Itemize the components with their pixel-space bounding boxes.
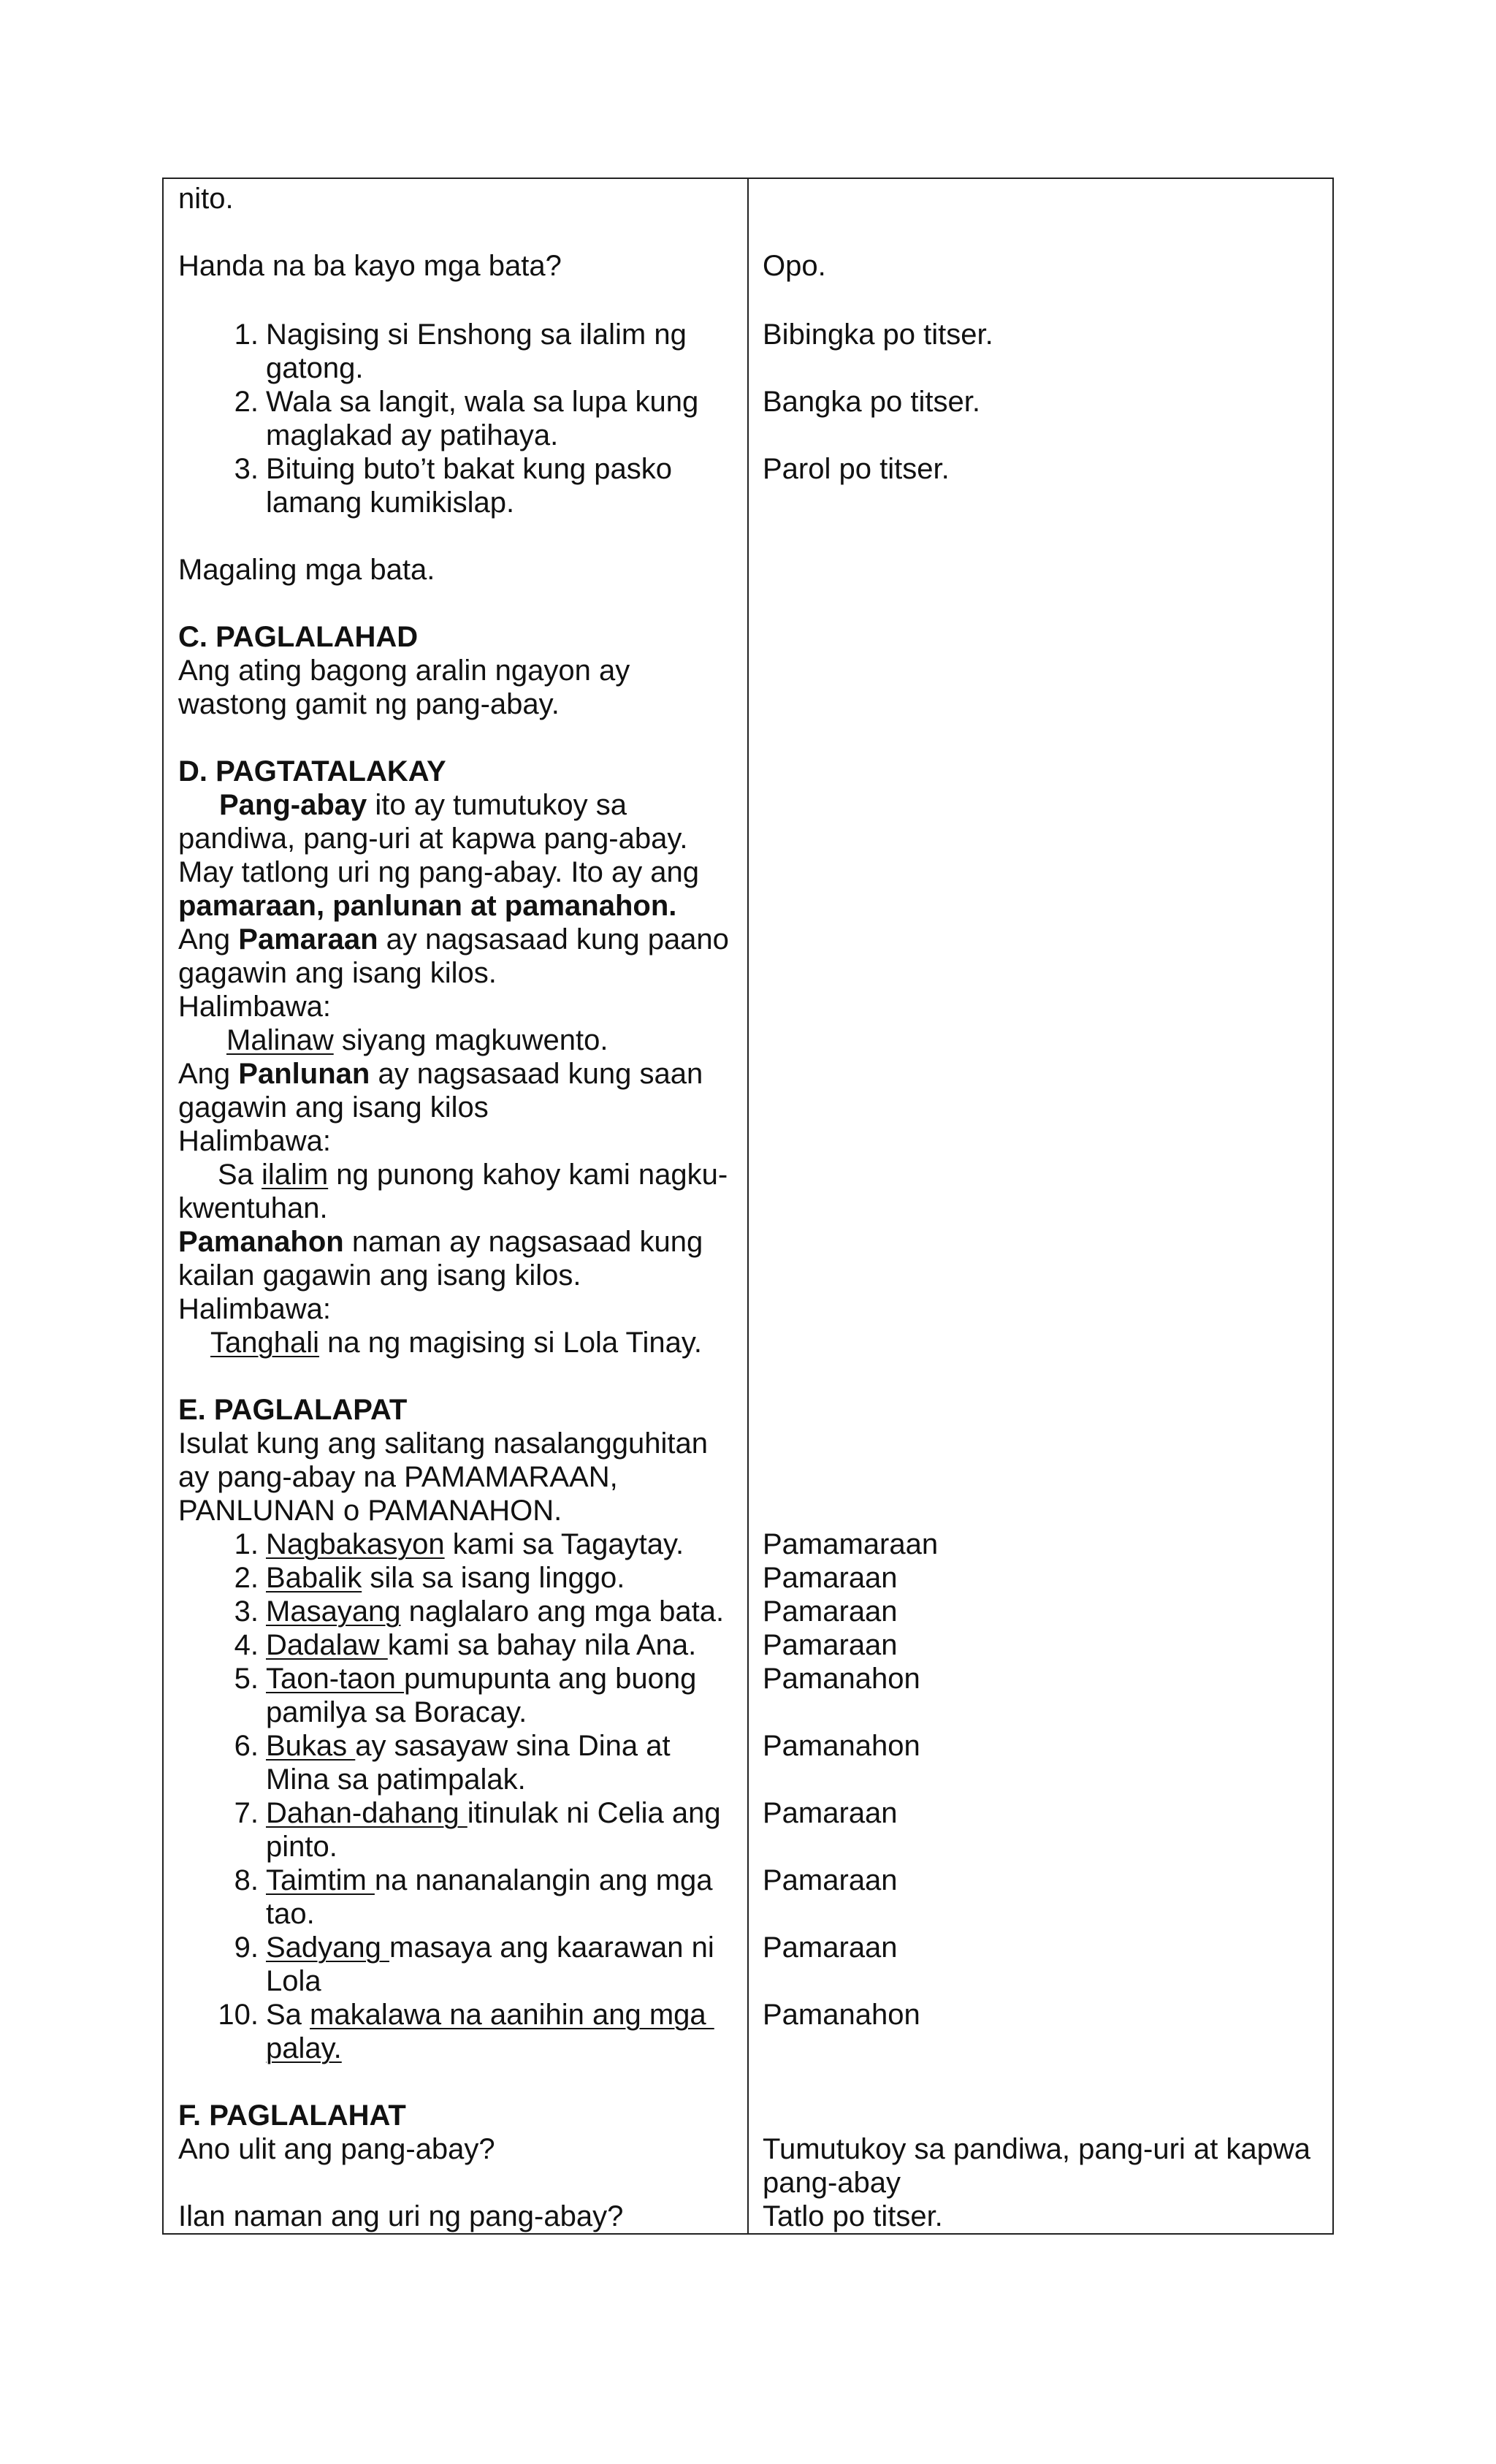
answer-item: Pamaraan [763,1931,898,1964]
answer-item: Pamaraan [763,1797,898,1829]
question-line: Ano ulit ang pang-abay? [178,2133,495,2165]
text-line: Isulat kung ang salitang nasalangguhitan [178,1427,708,1460]
term-panlunan: Panlunan [238,1058,370,1090]
exercise-item [266,1864,713,1897]
text-fragment: naman ay nagsasaad kung [343,1226,703,1258]
term-pang-abay: Pang-abay [219,789,367,821]
text-line-bold: pamaraan, panlunan at pamanahon. [178,890,677,922]
answer-item: Pamaraan [763,1562,898,1594]
text-halimbawa: Halimbawa: [178,1293,331,1325]
underlined-word: makalawa na aanihin ang mga [310,1999,714,2031]
section-title-f: F. PAGLALAHAT [178,2099,406,2132]
exercise-item [266,1796,721,1830]
text-fragment: kami sa bahay nila Ana. [387,1629,697,1661]
text-line: Ang ating bagong aralin ngayon ay [178,655,630,687]
question-line: Ilan naman ang uri ng pang-abay? [178,2200,624,2232]
text-line: kwentuhan. [178,1192,328,1224]
exercise-item [266,1628,696,1662]
underlined-word: Tanghali [210,1327,320,1359]
text-handa: Handa na ba kayo mga bata? [178,250,562,282]
riddle-number: 2. [234,386,259,418]
text-fragment: itinulak ni Celia ang [467,1797,721,1829]
text-line: pandiwa, pang-uri at kapwa pang-abay. [178,823,688,855]
answer-line: Parol po titser. [763,453,950,485]
text-fragment: Sa [218,1159,262,1191]
answer-item: Pamanahon [763,1730,920,1762]
text-line: May tatlong uri ng pang-abay. Ito ay ang [178,856,700,888]
riddle-line: gatong. [266,352,364,384]
underlined-word: ilalim [262,1159,329,1191]
text-fragment: pumupunta ang buong [404,1663,697,1695]
item-number: 2. [234,1562,259,1594]
underlined-word: Dahan-dahang [266,1797,468,1829]
section-title-c: C. PAGLALAHAD [178,621,419,653]
riddle-number: 3. [234,453,259,485]
answer-line: Bibingka po titser. [763,319,993,351]
exercise-item-cont: Lola [266,1965,321,1997]
riddle-line: Wala sa langit, wala sa lupa kung [266,386,699,418]
text-line: kailan gagawin ang isang kilos. [178,1259,581,1292]
item-number: 8. [234,1864,259,1896]
underlined-word: Bukas [266,1730,356,1762]
example-line [218,1158,728,1191]
underlined-word: Taon-taon [266,1663,405,1695]
exercise-item-cont: tao. [266,1898,315,1930]
text-fragment: Ang [178,1058,239,1090]
underlined-word: Malinaw [226,1024,334,1056]
underlined-word: Taimtim [266,1864,375,1896]
text-fragment: na nananalangin ang mga [374,1864,713,1896]
riddle-line: Bituing buto’t bakat kung pasko [266,453,672,485]
text-halimbawa: Halimbawa: [178,991,331,1023]
exercise-item-cont: pinto. [266,1831,337,1863]
underlined-word: Dadalaw [266,1629,388,1661]
text-line: gagawin ang isang kilos [178,1091,489,1124]
item-number: 1. [234,1528,259,1560]
text-fragment: naglalaro ang mga bata. [400,1595,725,1628]
text-fragment: masaya ang kaarawan ni [389,1931,714,1964]
text-fragment: ng punong kahoy kami nagku- [328,1159,728,1191]
item-number: 5. [234,1663,259,1695]
answer-item: Pamanahon [763,1999,920,2031]
text-line: gagawin ang isang kilos. [178,957,497,989]
answer-line: Tumutukoy sa pandiwa, pang-uri at kapwa [763,2133,1311,2165]
item-number: 3. [234,1595,259,1628]
text-fragment: siyang magkuwento. [333,1024,608,1056]
text-line: wastong gamit ng pang-abay. [178,688,560,720]
text-fragment: na ng magising si Lola Tinay. [319,1327,703,1359]
answer-item: Pamaraan [763,1595,898,1628]
text-magaling: Magaling mga bata. [178,554,435,586]
lesson-table [162,178,1334,2235]
text-line: ay pang-abay na PAMAMARAAN, [178,1461,618,1493]
answer-item: Pamaraan [763,1864,898,1896]
example-line [226,1023,608,1057]
riddle-line: lamang kumikislap. [266,487,515,519]
text-nito: nito. [178,183,234,215]
exercise-item [266,1595,724,1628]
exercise-item [266,1527,684,1561]
term-pamanahon: Pamanahon [178,1226,344,1258]
text-line: PANLUNAN o PAMANAHON. [178,1495,562,1527]
underlined-word: palay. [266,2032,342,2064]
answer-line: pang-abay [763,2167,901,2199]
text-fragment: ay nagsasaad kung paano [378,923,729,956]
answer-item: Pamaraan [763,1629,898,1661]
item-number: 6. [234,1730,259,1762]
underlined-word: Masayang [266,1595,401,1628]
answer-line: Bangka po titser. [763,386,980,418]
item-number: 7. [234,1797,259,1829]
exercise-item [266,1998,714,2032]
column-divider [747,179,749,2233]
underlined-word: Nagbakasyon [266,1528,445,1560]
answer-line: Tatlo po titser. [763,2200,943,2232]
text-fragment: ito ay tumutukoy sa [367,789,627,821]
text-fragment: Ang [178,923,239,956]
exercise-item-cont: pamilya sa Boracay. [266,1696,527,1728]
text-line [178,1225,703,1259]
term-pamaraan: Pamaraan [238,923,378,956]
text-fragment: kami sa Tagaytay. [444,1528,684,1560]
text-halimbawa: Halimbawa: [178,1125,331,1157]
item-number: 4. [234,1629,259,1661]
item-number: 9. [234,1931,259,1964]
answer-item: Pamanahon [763,1663,920,1695]
exercise-item-cont [266,2032,342,2065]
item-number: 10. [218,1999,259,2031]
exercise-item-cont: Mina sa patimpalak. [266,1763,526,1796]
text-fragment: ay nagsasaad kung saan [370,1058,703,1090]
exercise-item [266,1931,714,1964]
text-fragment: ay sasayaw sina Dina at [355,1730,671,1762]
answer-item: Pamamaraan [763,1528,939,1560]
text-line [178,1057,703,1091]
riddle-line: Nagising si Enshong sa ilalim ng [266,319,687,351]
exercise-item [266,1729,671,1763]
underlined-word: Sadyang [266,1931,390,1964]
riddle-line: maglakad ay patihaya. [266,419,559,451]
text-fragment: sila sa isang linggo. [362,1562,625,1594]
riddle-number: 1. [234,319,259,351]
text-fragment: Sa [266,1999,310,2031]
section-title-d: D. PAGTATALAKAY [178,755,446,787]
exercise-item [266,1662,696,1696]
answer-opo: Opo. [763,250,826,282]
text-line [178,923,729,956]
exercise-item [266,1561,625,1595]
section-title-e: E. PAGLALAPAT [178,1394,408,1426]
example-line [210,1326,702,1359]
underlined-word: Babalik [266,1562,362,1594]
text-line [219,788,627,822]
